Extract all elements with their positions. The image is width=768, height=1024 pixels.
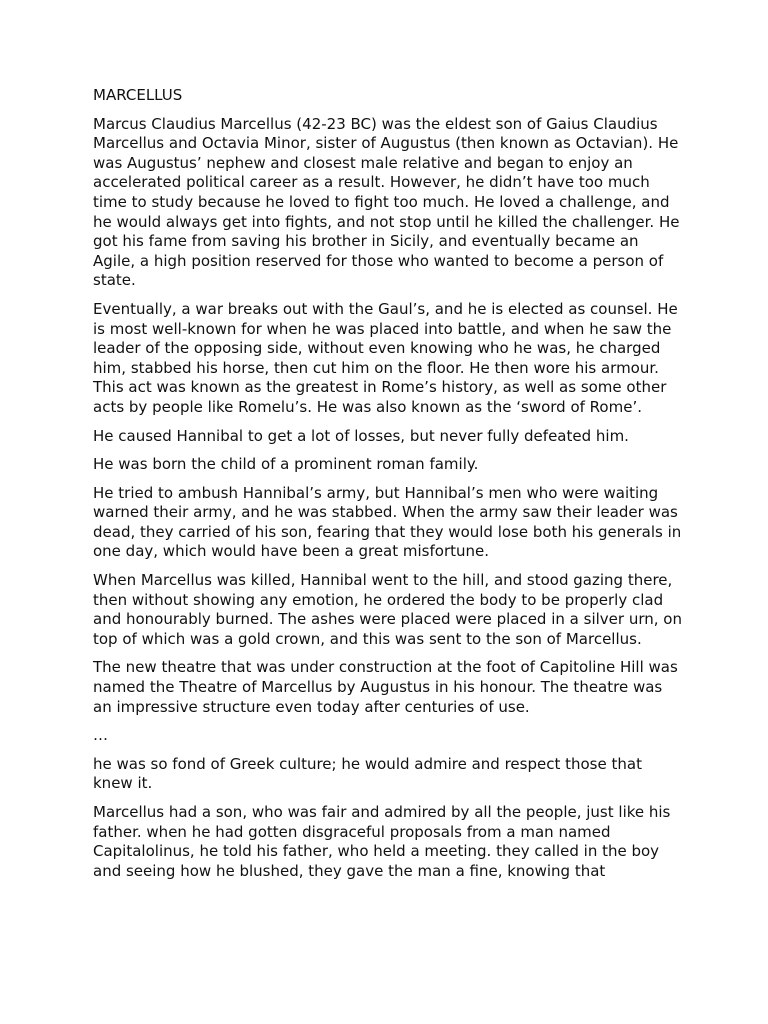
paragraph-8: he was so fond of Greek culture; he would admire and respect those that knew it. [93,754,642,793]
paragraph-4: He was born the child of a prominent roman family. [93,455,479,474]
document-body [93,86,683,890]
paragraph-1: Marcus Claudius Marcellus (42-23 BC) was the eldest son of Gaius Claudius Marcellus and Octavia Minor, sister of Augustus (then known as Octavian). He was Augustus’ nephew and closest male relative and began to enjoy an accelerated political career as a result. However, he didn’t have too much time to study because he loved to fight too much. He loved a challenge, and he would always get into fights, and not stop until he killed the challenger. He got his fame from saving his brother in Sicily, and eventually became an Agile, a high position reserved for those who wanted to become a person of state. [93,114,680,290]
ellipsis-paragraph: … [93,726,108,745]
paragraph-6: When Marcellus was killed, Hannibal went to the hill, and stood gazing there, then without showing any emotion, he ordered the body to be properly clad and honourably burned. The ashes were placed were placed in a silver urn, on top of which was a gold crown, and this was sent to the son of Marcellus. [93,571,682,648]
document-title: MARCELLUS [93,86,183,104]
paragraph-5: He tried to ambush Hannibal’s army, but Hannibal’s men who were waiting warned their army, and he was stabbed. When the army saw their leader was dead, they carried of his son, fearing that they would lose both his generals in one day, which would have been a great misfortune. [93,483,682,561]
paragraph-9: Marcellus had a son, who was fair and admired by all the people, just like his father. when he had gotten disgraceful proposals from a man named Capitalolinus, he told his father, who held a meeting. they called in the boy and seeing how he blushed, they gave the man a fine, knowing that [93,803,671,880]
paragraph-7: The new theatre that was under construction at the foot of Capitoline Hill was named the Theatre of Marcellus by Augustus in his honour. The theatre was an impressive structure even today after centuries of use. [93,658,678,716]
paragraph-2: Eventually, a war breaks out with the Gaul’s, and he is elected as counsel. He is most well-known for when he was placed into battle, and when he saw the leader of the opposing side, without even knowing who he was, he charged him, stabbed his horse, then cut him on the floor. He then wore his armour. This act was known as the greatest in Rome’s history, as well as some other acts by people like Romelu’s. He was also known as the ‘sword of Rome’. [93,299,678,416]
paragraph-3: He caused Hannibal to get a lot of losses, but never fully defeated him. [93,426,629,445]
